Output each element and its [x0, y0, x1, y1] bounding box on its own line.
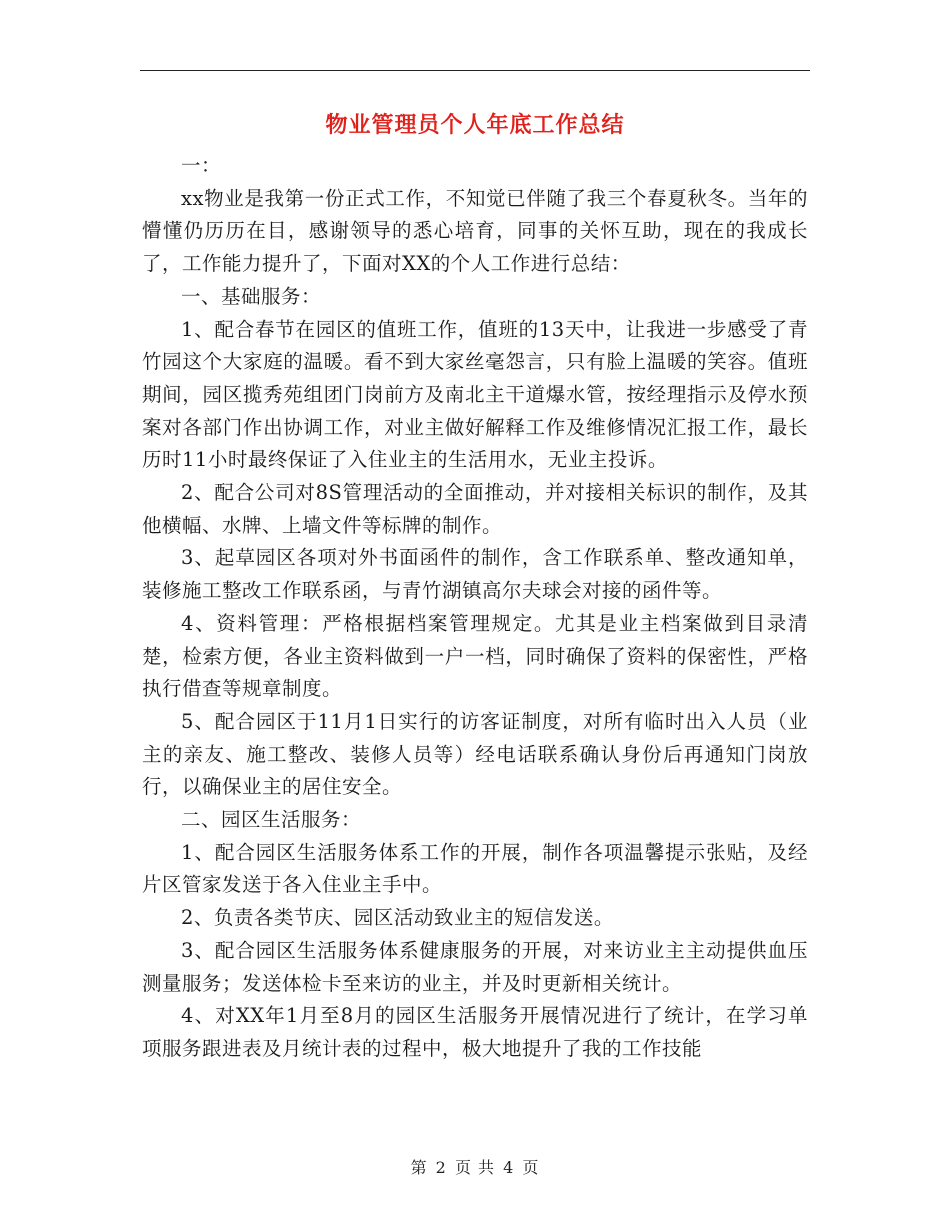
paragraph: 2、负责各类节庆、园区活动致业主的短信发送。	[181, 906, 614, 930]
paragraph: 5、配合园区于11月1日实行的访客证制度，对所有临时出入人员（业主的亲友、施工整改、装修人员等）经电话联系确认身份后再通知门岗放行，以确保业主的居住安全。	[142, 709, 808, 799]
footer-suffix: 页	[522, 1158, 540, 1177]
paragraph: 1、配合园区生活服务体系工作的开展，制作各项温馨提示张贴，及经片区管家发送于各入住业主手中。	[142, 840, 808, 897]
paragraph: xx物业是我第一份正式工作，不知觉已伴随了我三个春夏秋冬。当年的懵懂仍历历在目，感谢领导的悉心培育，同事的关怀互助，现在的我成长了，工作能力提升了，下面对XX的个人工作进行总结：	[142, 186, 808, 276]
current-page-number: 2	[435, 1158, 447, 1177]
section-heading: 一、基础服务：	[181, 284, 322, 308]
paragraph: 4、对XX年1月至8月的园区生活服务开展情况进行了统计，在学习单项服务跟进表及月统计表的过程中，极大地提升了我的工作技能	[142, 1004, 808, 1060]
paragraph: 一：	[181, 154, 222, 177]
paragraph: 3、起草园区各项对外书面函件的制作，含工作联系单、整改通知单，装修施工整改工作联系函，与青竹湖镇高尔夫球会对接的函件等。	[142, 546, 808, 603]
section-heading: 二、园区生活服务：	[181, 808, 362, 832]
page-footer	[0, 1155, 950, 1178]
paragraph: 1、配合春节在园区的值班工作，值班的13天中，让我进一步感受了青竹园这个大家庭的温暖。看不到大家丝毫怨言，只有脸上温暖的笑容。值班期间，园区揽秀苑组团门岗前方及南北主干道爆水管，按经理指示及停水预案对各部门作出协调工作，对业主做好解释工作及维修情况汇报工作，最长历时11小时最终保证了入住业主的生活用水，无业主投诉。	[142, 317, 808, 472]
total-pages-number: 4	[503, 1158, 515, 1177]
paragraph: 4、资料管理：严格根据档案管理规定。尤其是业主档案做到目录清楚，检索方便，各业主资料做到一户一档，同时确保了资料的保密性，严格执行借查等规章制度。	[142, 611, 808, 701]
paragraph: 3、配合园区生活服务体系健康服务的开展，对来访业主主动提供血压测量服务；发送体检卡至来访的业主，并及时更新相关统计。	[142, 938, 808, 995]
document-body	[142, 150, 808, 1066]
paragraph: 2、配合公司对8S管理活动的全面推动，并对接相关标识的制作，及其他横幅、水牌、上墙文件等标牌的制作。	[142, 481, 808, 537]
document-title: 物业管理员个人年底工作总结	[325, 113, 625, 138]
footer-middle: 页 共	[454, 1158, 496, 1177]
footer-prefix: 第	[410, 1158, 428, 1177]
header-rule	[140, 70, 810, 71]
